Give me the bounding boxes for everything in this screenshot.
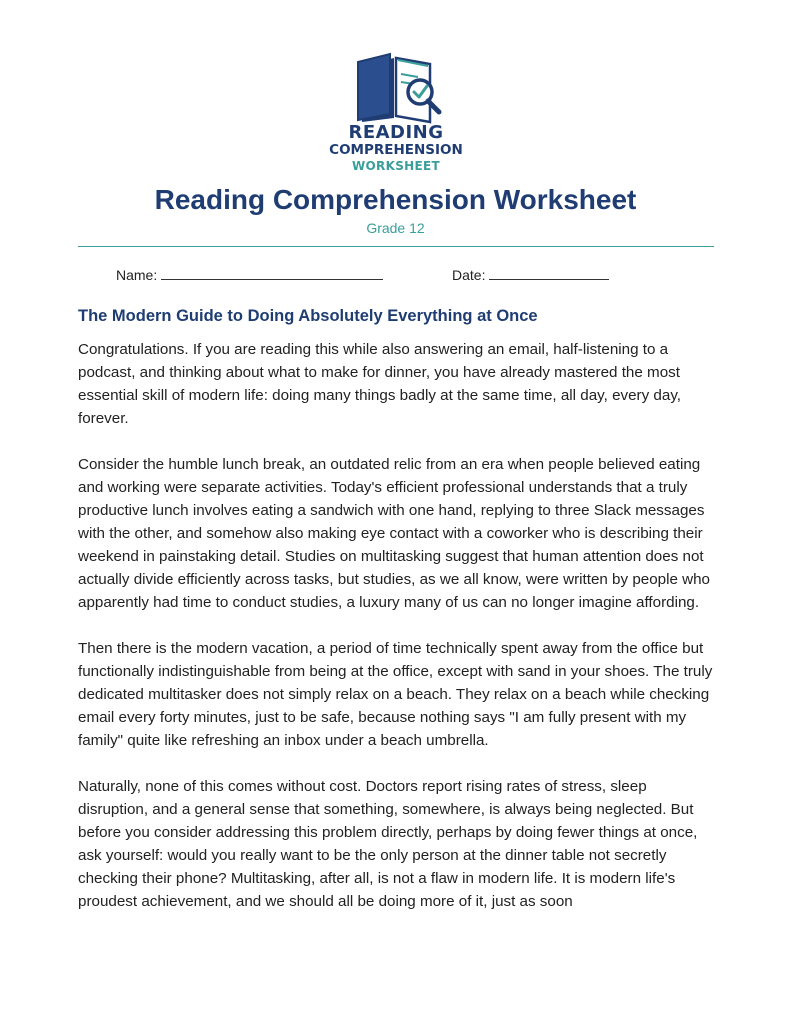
open-book-magnifier-check-icon [318, 52, 474, 124]
name-blank-line[interactable] [161, 265, 383, 280]
passage-paragraph: Consider the humble lunch break, an outdated relic from an era when people believed eating and working were separate activities. Today's efficient professional understands that a truly productive lunch involves eating a sandwich with one hand, replying to three Slack messages with the other, and somehow also making eye contact with a coworker who is describing their weekend in painstaking detail. Studies on multitasking suggest that human attention does not actually divide efficiently across tasks, but studies, as we all know, were written by people who apparently had time to conduct studies, a luxury many of us can no longer imagine affording. [78, 456, 711, 611]
passage-paragraph: Then there is the modern vacation, a period of time technically spent away from the office but functionally indistinguishable from being at the office, except with sand in your shoes. The truly dedicated multitasker does not simply relax on a beach. They relax on a beach while checking email every forty minutes, just to be safe, because nothing says "I am fully present with my family" quite like refreshing an inbox under a beach umbrella. [78, 640, 713, 749]
header-divider [78, 246, 714, 247]
logo-line-reading: READING [348, 122, 444, 143]
passage-title: The Modern Guide to Doing Absolutely Everything at Once [78, 307, 538, 325]
date-field [452, 265, 609, 283]
logo-line-comprehension: COMPREHENSION [329, 142, 463, 158]
passage-paragraph: Naturally, none of this comes without cost. Doctors report rising rates of stress, sleep disruption, and a general sense that something, somewhere, is always being neglected. But before you consider addressing this problem directly, perhaps by doing fewer things at once, ask yourself: would you really want to be the only person at the dinner table not secretly checking their phone? Multitasking, after all, is not a flaw in modern life. It is modern life's proudest achievement, and we should all be doing more of it, just as soon [78, 778, 698, 910]
name-label: Name: [116, 267, 158, 283]
date-label: Date: [452, 267, 486, 283]
passage-paragraph: Congratulations. If you are reading this while also answering an email, half-listening to a podcast, and thinking about what to make for dinner, you have already mastered the most essential skill of modern life: doing many things badly at the same time, all day, every day, forever. [78, 341, 682, 427]
worksheet-logo [318, 52, 474, 178]
grade-label: Grade 12 [366, 220, 425, 236]
logo-line-worksheet: WORKSHEET [352, 159, 440, 173]
page-title: Reading Comprehension Worksheet [154, 184, 637, 215]
date-blank-line[interactable] [489, 265, 609, 280]
passage-body [78, 338, 718, 936]
name-field [116, 265, 383, 283]
